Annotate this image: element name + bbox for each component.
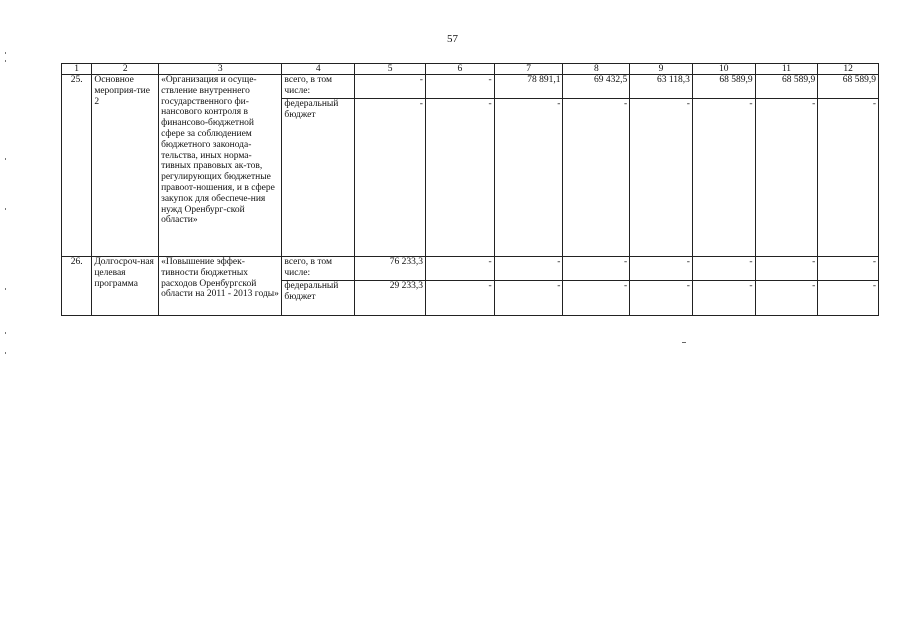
row-type: Основное мероприя-тие 2: [92, 75, 159, 257]
cell-value: 76 233,3: [355, 257, 426, 281]
col-header-6: 6: [425, 64, 494, 75]
budget-table: [61, 63, 879, 316]
row-name: «Организация и осуще-ствление внутреннего государственного фи-нансового контроля в финансово-бюджетной сфере за соблюдением бюджетного законода-тельства, иных норма-тивных правовых ак-тов, регулирующих бюджетные правоот-ношения, и в сфере закупок для обеспече-ния нужд Оренбург-ской области»: [159, 75, 282, 257]
scan-mark: [5, 208, 6, 210]
cell-value: -: [630, 257, 693, 281]
col-header-4: 4: [282, 64, 355, 75]
col-header-7: 7: [494, 64, 563, 75]
cell-value: 78 891,1: [494, 75, 563, 99]
cell-value: -: [355, 99, 426, 257]
scan-mark: [5, 158, 6, 160]
cell-value: -: [425, 257, 494, 281]
page-number: 57: [447, 33, 458, 45]
scan-mark: [682, 342, 686, 343]
cell-value: -: [818, 281, 879, 316]
col-header-10: 10: [692, 64, 755, 75]
cell-value: -: [494, 257, 563, 281]
table-row: [62, 75, 879, 99]
cell-value: -: [818, 257, 879, 281]
cell-value: -: [818, 99, 879, 257]
col-header-12: 12: [818, 64, 879, 75]
cell-value: -: [755, 281, 818, 316]
col-header-3: 3: [159, 64, 282, 75]
header-row: [62, 64, 879, 75]
cell-value: 69 432,5: [563, 75, 630, 99]
scan-mark: [5, 352, 6, 354]
cell-value: -: [425, 75, 494, 99]
sub-label: всего, в том числе:: [282, 75, 355, 99]
cell-value: -: [425, 99, 494, 257]
col-header-2: 2: [92, 64, 159, 75]
col-header-11: 11: [755, 64, 818, 75]
cell-value: 63 118,3: [630, 75, 693, 99]
sub-label: федеральный бюджет: [282, 281, 355, 316]
cell-value: -: [755, 99, 818, 257]
scan-mark: [5, 52, 6, 54]
cell-value: -: [355, 75, 426, 99]
scan-mark: [5, 60, 6, 62]
cell-value: -: [563, 281, 630, 316]
sub-label: всего, в том числе:: [282, 257, 355, 281]
scan-mark: [5, 332, 6, 334]
cell-value: -: [692, 281, 755, 316]
table-row: [62, 257, 879, 281]
cell-value: -: [563, 99, 630, 257]
cell-value: -: [692, 99, 755, 257]
cell-value: 68 589,9: [755, 75, 818, 99]
scan-mark: [5, 288, 6, 290]
cell-value: -: [755, 257, 818, 281]
cell-value: -: [630, 99, 693, 257]
cell-value: 29 233,3: [355, 281, 426, 316]
col-header-1: 1: [62, 64, 92, 75]
col-header-8: 8: [563, 64, 630, 75]
cell-value: -: [494, 99, 563, 257]
cell-value: 68 589,9: [692, 75, 755, 99]
row-number: 26.: [62, 257, 92, 316]
col-header-9: 9: [630, 64, 693, 75]
cell-value: 68 589,9: [818, 75, 879, 99]
cell-value: -: [563, 257, 630, 281]
col-header-5: 5: [355, 64, 426, 75]
row-name: «Повышение эффек-тивности бюджетных расходов Оренбургской области на 2011 - 2013 годы»: [159, 257, 282, 316]
cell-value: -: [630, 281, 693, 316]
row-number: 25.: [62, 75, 92, 257]
row-type: Долгосроч-ная целевая программа: [92, 257, 159, 316]
sub-label: федеральный бюджет: [282, 99, 355, 257]
cell-value: -: [494, 281, 563, 316]
cell-value: -: [692, 257, 755, 281]
cell-value: -: [425, 281, 494, 316]
